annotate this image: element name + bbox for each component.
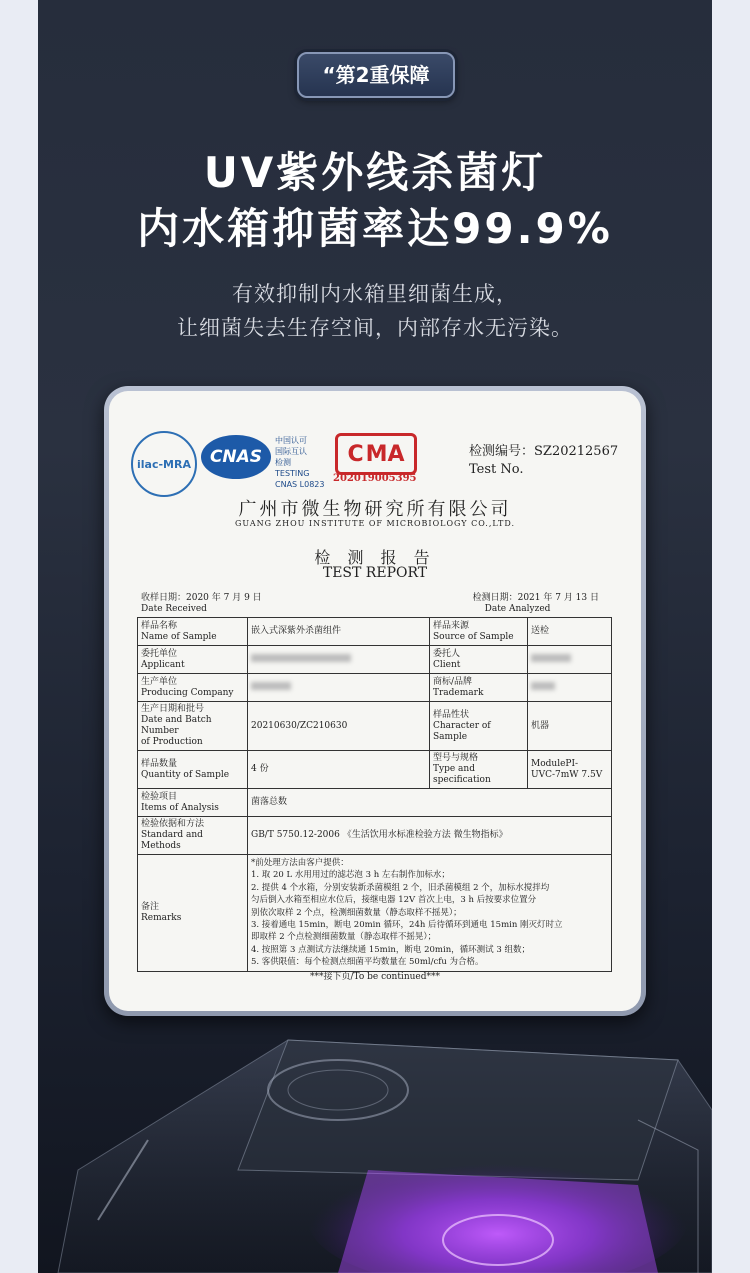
organization-name: 广州市微生物研究所有限公司 (238, 499, 512, 520)
subtitle-line-2: 让细菌失去生存空间，内部存水无污染。 (177, 316, 573, 340)
table-row: 生产日期和批号 Date and Batch Number of Production 20210630/ZC210630 样品性状 Character of Sample 机器 (138, 702, 612, 751)
redacted-value (251, 654, 351, 662)
cma-logo: C MA (335, 433, 417, 475)
table-row: 样品名称 Name of Sample 嵌入式深紫外杀菌组件 样品来源 Source of Sample 送检 (138, 618, 612, 646)
guarantee-badge: “第2重保障 (297, 52, 455, 98)
report-table (137, 617, 612, 972)
report-title: 检 测 报 告 (314, 548, 436, 567)
report-title-en: TEST REPORT (322, 565, 428, 581)
headline-line-1: UV紫外线杀菌灯 (203, 148, 547, 197)
subtitle-line-1: 有效抑制内水箱里细菌生成， (232, 282, 518, 306)
table-row: 检验依据和方法 Standard and Methods GB/T 5750.12-2006 《生活饮用水标准检验方法 微生物指标》 (138, 817, 612, 855)
organization-name-en: GUANG ZHOU INSTITUTE OF MICROBIOLOGY CO.,LTD. (234, 519, 516, 528)
cma-number: 202019005395 (333, 473, 417, 484)
table-row: 检验项目 Items of Analysis 菌落总数 (138, 789, 612, 817)
headline-line-2: 内水箱抑菌率达99.9% (137, 204, 613, 253)
test-number: 检测编号：SZ20212567 Test No. (469, 444, 619, 477)
test-report-document: ilac-MRA CNAS 中国认可 国际互认 检测 TESTING CNAS L0823 C MA 202019005395 检测编号：SZ20212567 Test No. 广州市微生物研究所有限公司 GUANG ZHOU INSTITUTE OF MICROBIOLOGY CO.,LTD. 检 测 报 告 TEST REPORT 收样日期：2020 年 7 月 9 日 Date Received 检测日期：2021 年 7 月 13 日 Date Analyzed 样品名称 Name of Sample 嵌入式深紫外杀菌组件 样品来源 Source of Sample 送检 委托单位 Applicant 委托人 Client 生产单位 Producing Company 商标/品牌 Trademark 生产日期和批号 Date and Batch Number of Production 20210630/ZC210630 样品性状 Character of Sample 机器 样品数量 Quantity of Sample 4 份 型号与规格 Type and specification ModulePI- UVC-7mW 7.5V 检验项目 Items of Analysis 菌落总数 检验依据和方法 Standard and Methods GB/T 5750.12-2006 《生活饮用水标准检验方法 微生物指标》 备注 Remarks *前处理方法由客户提供： 1. 取 20 L 水用用过的滤芯泡 3 h 左右制作加标水； 2. 提供 4 个水箱，分别安装新杀菌模组 2 个，旧杀菌模组 2 个，加标水搅拌均 匀后倒入水箱至相应水位后，接继电器 12V 首次上电，3 h 后按要求位置分 别依次取样 2 个点，检测细菌数量（静态取样不摇晃）； 3. 接着通电 15min，断电 20min 循环，24h 后待循环到通电 15min 刚灭灯时立 即取样 2 个点检测细菌数量（静态取样不摇晃）； 4. 按照第 3 点测试方法继续通 15min，断电 20min，循环测试 3 组数； 5. 客供限值：每个检测点细菌平均数量在 50ml/cfu 为合格。 ***接下页/To be continued*** (109, 391, 641, 1011)
continued-note: ***接下页/To be continued*** (310, 972, 440, 982)
ilac-mra-logo: ilac-MRA (131, 431, 197, 497)
table-row: 备注 Remarks *前处理方法由客户提供： 1. 取 20 L 水用用过的滤芯泡 3 h 左右制作加标水； 2. 提供 4 个水箱，分别安装新杀菌模组 2 个，旧杀菌模组 2 个，加标水搅拌均 匀后倒入水箱至相应水位后，接继电器 12V 首次上电，3 h 后按要求位置分 别依次取样 2 个点，检测细菌数量（静态取样不摇晃）； 3. 接着通电 15min，断电 20min 循环，24h 后待循环到通电 15min 刚灭灯时立 即取样 2 个点检测细菌数量（静态取样不摇晃）； 4. 按照第 3 点测试方法继续通 15min，断电 20min，循环测试 3 组数； 5. 客供限值：每个检测点细菌平均数量在 50ml/cfu 为合格。 (138, 855, 612, 972)
table-row: 生产单位 Producing Company 商标/品牌 Trademark (138, 674, 612, 702)
report-frame (104, 386, 646, 1016)
table-row: 委托单位 Applicant 委托人 Client (138, 646, 612, 674)
cnas-accreditation-text: 中国认可 国际互认 检测 TESTING CNAS L0823 (275, 436, 325, 489)
water-tank-uv-illustration (38, 1020, 712, 1273)
redacted-value (531, 654, 571, 662)
redacted-value (531, 682, 555, 690)
product-panel (38, 0, 712, 1273)
table-row: 样品数量 Quantity of Sample 4 份 型号与规格 Type and specification ModulePI- UVC-7mW 7.5V (138, 751, 612, 789)
cnas-logo: CNAS (201, 435, 271, 479)
redacted-value (251, 682, 291, 690)
remarks-list: *前处理方法由客户提供： 1. 取 20 L 水用用过的滤芯泡 3 h 左右制作加标水； 2. 提供 4 个水箱，分别安装新杀菌模组 2 个，旧杀菌模组 2 个，加标水搅拌均 匀后倒入水箱至相应水位后，接继电器 12V 首次上电，3 h 后按要求位置分 别依次取样 2 个点，检测细菌数量（静态取样不摇晃）； 3. 接着通电 15min，断电 20min 循环，24h 后待循环到通电 15min 刚灭灯时立 即取样 2 个点检测细菌数量（静态取样不摇晃）； 4. 按照第 3 点测试方法继续通 15min，断电 20min，循环测试 3 组数； 5. 客供限值：每个检测点细菌平均数量在 50ml/cfu 为合格。 (248, 855, 612, 972)
